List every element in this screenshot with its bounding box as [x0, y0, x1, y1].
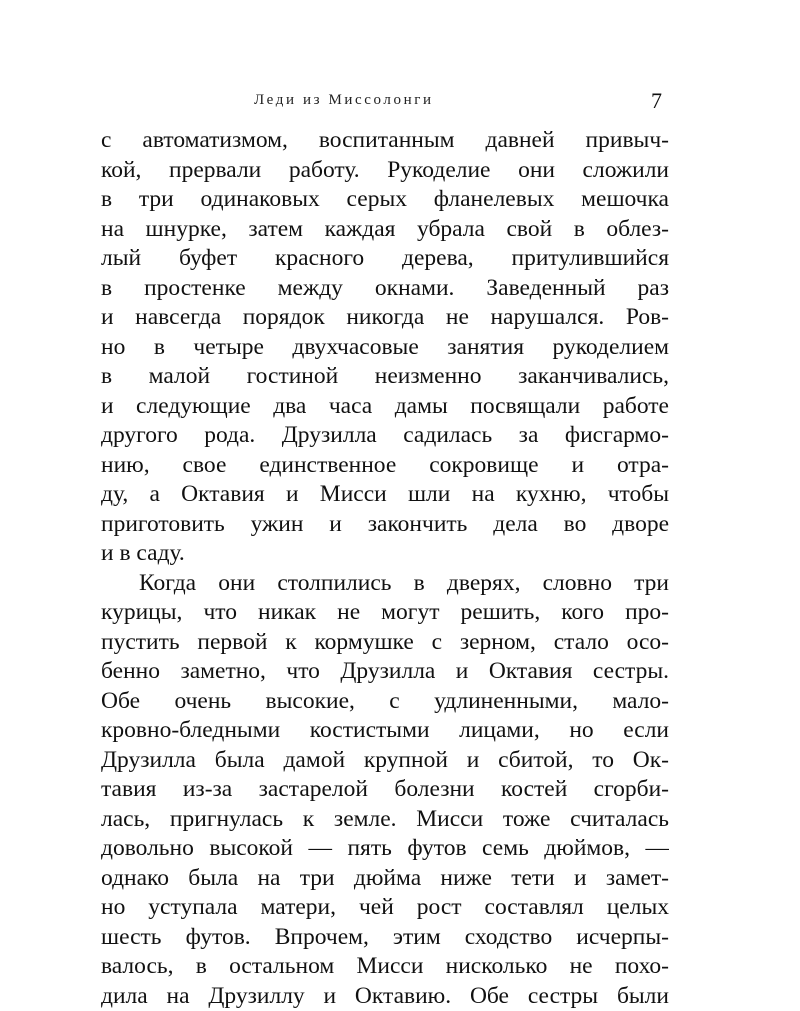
- paragraph-end-line: и в саду.: [101, 539, 669, 569]
- text-line: валось, в остальном Мисси нисколько не похо-: [101, 952, 669, 982]
- text-line: пустить первой к кормушке с зерном, стало осо-: [101, 628, 669, 658]
- text-line: другого рода. Друзилла садилась за фисгармо-: [101, 421, 669, 451]
- text-line: с автоматизмом, воспитанным давней привыч-: [101, 126, 669, 156]
- text-line: дила на Друзиллу и Октавию. Обе сестры были: [101, 982, 669, 1011]
- text-line: в простенке между окнами. Заведенный раз: [101, 274, 669, 304]
- text-line: ду, а Октавия и Мисси шли на кухню, чтобы: [101, 480, 669, 510]
- text-line: Друзилла была дамой крупной и сбитой, то Ок-: [101, 746, 669, 776]
- text-line: лый буфет красного дерева, притулившийся: [101, 244, 669, 274]
- paragraph-start-line: Когда они столпились в дверях, словно три: [101, 569, 669, 599]
- text-line: курицы, что никак не могут решить, кого про-: [101, 598, 669, 628]
- text-line: однако была на три дюйма ниже тети и замет-: [101, 864, 669, 894]
- text-line: нию, свое единственное сокровище и отра-: [101, 451, 669, 481]
- text-line: довольно высокой — пять футов семь дюймов, —: [101, 834, 669, 864]
- text-line: и следующие два часа дамы посвящали работе: [101, 392, 669, 422]
- text-line: приготовить ужин и закончить дела во дворе: [101, 510, 669, 540]
- body-text: [101, 126, 669, 1011]
- text-line: лась, пригнулась к земле. Мисси тоже считалась: [101, 805, 669, 835]
- text-line: в три одинаковых серых фланелевых мешочка: [101, 185, 669, 215]
- text-line: в малой гостиной неизменно заканчивались,: [101, 362, 669, 392]
- text-line: кой, прервали работу. Рукоделие они сложили: [101, 156, 669, 186]
- text-line: шесть футов. Впрочем, этим сходство исчерпы-: [101, 923, 669, 953]
- text-line: но уступала матери, чей рост составлял целых: [101, 893, 669, 923]
- text-line: и навсегда порядок никогда не нарушался. Ров-: [101, 303, 669, 333]
- text-line: на шнурке, затем каждая убрала свой в облез-: [101, 215, 669, 245]
- text-line: тавия из-за застарелой болезни костей сгорби-: [101, 775, 669, 805]
- text-line: кровно-бледными костистыми лицами, но если: [101, 716, 669, 746]
- text-line: но в четыре двухчасовые занятия рукоделием: [101, 333, 669, 363]
- text-line: бенно заметно, что Друзилла и Октавия сестры.: [101, 657, 669, 687]
- running-head-title: Леди из Миссолонги: [254, 92, 434, 109]
- page-number: 7: [651, 88, 662, 114]
- text-line: Обе очень высокие, с удлиненными, мало-: [101, 687, 669, 717]
